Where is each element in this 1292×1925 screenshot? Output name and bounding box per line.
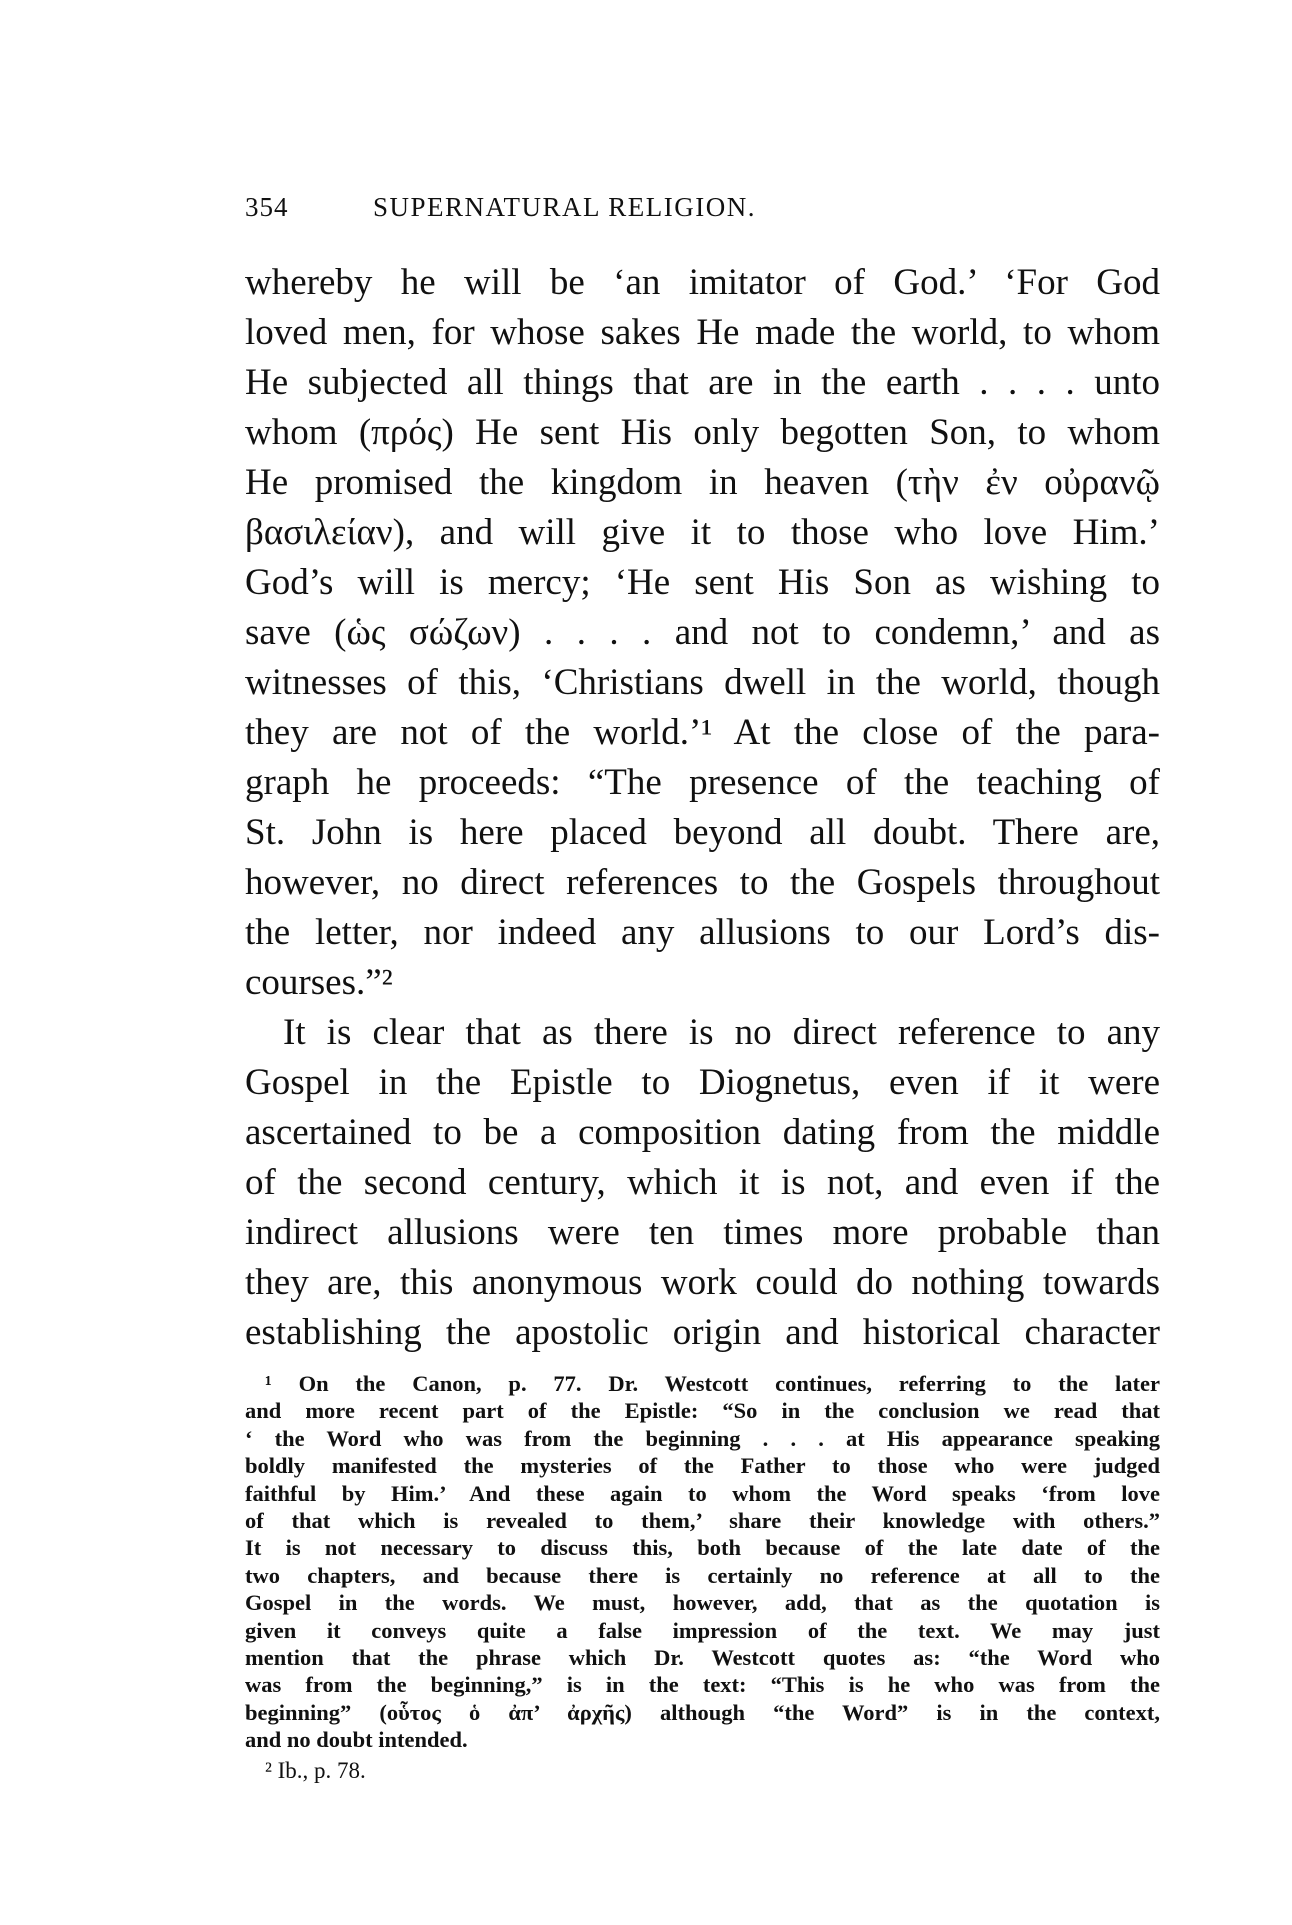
running-head [245, 192, 1155, 232]
footnote-line: and no doubt intended. [245, 1727, 468, 1753]
body-line: It is clear that as there is no direct reference to any [283, 1012, 1160, 1053]
body-line: indirect allusions were ten times more probable than [245, 1212, 1160, 1253]
body-line: graph he proceeds: “The presence of the teaching of [245, 762, 1160, 803]
body-line: they are not of the world.’¹ At the close of the para- [245, 712, 1160, 753]
body-line: the letter, nor indeed any allusions to our Lord’s dis- [245, 912, 1160, 953]
footnote-line: beginning” (οὗτος ὁ ἀπ’ ἀρχῆς) although “the Word” is in the context, [245, 1699, 1160, 1725]
body-line: Gospel in the Epistle to Diognetus, even if it were [245, 1062, 1160, 1103]
footnote-line: given it conveys quite a false impression of the text. We may just [245, 1617, 1160, 1643]
body-line: St. John is here placed beyond all doubt. There are, [245, 812, 1160, 853]
body-line: God’s will is mercy; ‘He sent His Son as wishing to [245, 562, 1160, 603]
footnote-line: faithful by Him.’ And these again to whom the Word speaks ‘from love [245, 1480, 1160, 1506]
page-number: 354 [245, 192, 289, 222]
footnote-line: mention that the phrase which Dr. Westcott quotes as: “the Word who [245, 1644, 1160, 1670]
body-line: however, no direct references to the Gospels throughout [245, 862, 1160, 903]
body-line: courses.”² [245, 962, 393, 1003]
footnote-line: Gospel in the words. We must, however, add, that as the quotation is [245, 1590, 1160, 1616]
body-line: establishing the apostolic origin and historical character [245, 1312, 1160, 1353]
footnote-line: It is not necessary to discuss this, both because of the late date of the [245, 1535, 1160, 1561]
footnote-line: two chapters, and because there is certainly no reference at all to the [245, 1562, 1160, 1588]
body-line: He subjected all things that are in the earth . . . . unto [245, 362, 1160, 403]
body-text [245, 258, 1160, 1358]
footnote-line: ‘ the Word who was from the beginning . . . at His appearance speaking [245, 1425, 1160, 1451]
body-line: He promised the kingdom in heaven (τὴν ἐν οὐρανῷ [245, 462, 1160, 503]
footnote-2: ² Ib., p. 78. [265, 1758, 366, 1784]
body-line: save (ὡς σώζων) . . . . and not to condemn,’ and as [245, 612, 1160, 653]
footnotes [245, 1370, 1160, 1785]
footnote-line: ¹ On the Canon, p. 77. Dr. Westcott continues, referring to the later [265, 1371, 1160, 1396]
body-line: ascertained to be a composition dating from the middle [245, 1112, 1160, 1153]
body-line: whereby he will be ‘an imitator of God.’ ‘For God [245, 262, 1160, 303]
footnote-line: and more recent part of the Epistle: “So in the conclusion we read that [245, 1398, 1160, 1424]
footnote-line: was from the beginning,” is in the text: “This is he who was from the [245, 1672, 1160, 1698]
footnote-line: boldly manifested the mysteries of the Father to those who were judged [245, 1453, 1160, 1479]
body-line: they are, this anonymous work could do nothing towards [245, 1262, 1160, 1303]
body-line: whom (πρός) He sent His only begotten Son, to whom [245, 412, 1160, 453]
footnote-line: of that which is revealed to them,’ share their knowledge with others.” [245, 1507, 1160, 1533]
body-line: of the second century, which it is not, and even if the [245, 1162, 1160, 1203]
body-line: βασιλείαν), and will give it to those who love Him.’ [245, 512, 1160, 553]
body-line: loved men, for whose sakes He made the world, to whom [245, 312, 1160, 353]
body-line: witnesses of this, ‘Christians dwell in the world, though [245, 662, 1160, 703]
running-title: SUPERNATURAL RELIGION. [373, 192, 756, 222]
